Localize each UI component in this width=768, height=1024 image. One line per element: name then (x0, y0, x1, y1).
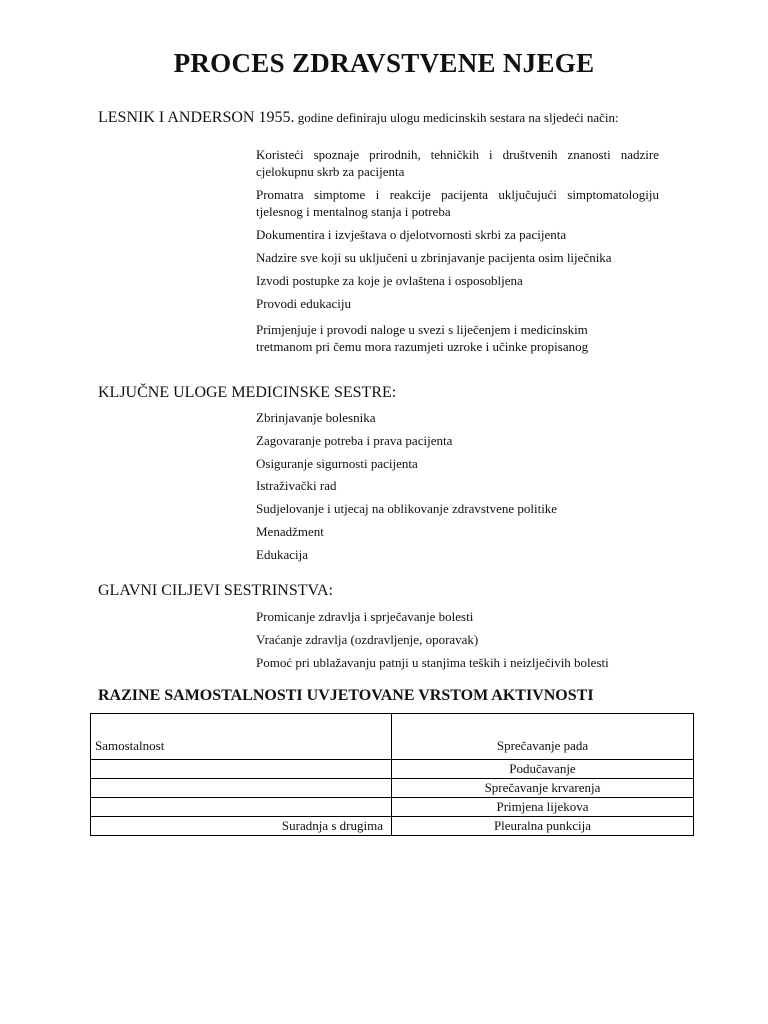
table-row (91, 714, 694, 760)
list-item: Nadzire sve koji su uključeni u zbrinjavanje pacijenta osim liječnika (256, 250, 612, 265)
section-title-autonomy-levels: RAZINE SAMOSTALNOSTI UVJETOVANE VRSTOM AKTIVNOSTI (98, 687, 594, 704)
section-title-main-goals: GLAVNI CILJEVI SESTRINSTVA: (98, 582, 333, 599)
list-item: Pomoć pri ublažavanju patnji u stanjima teških i neizlječivih bolesti (256, 654, 609, 670)
list-item: Istraživački rad (256, 478, 337, 494)
table-cell: Sprečavanje pada (392, 714, 694, 760)
table-cell: Pleuralna punkcija (392, 817, 694, 836)
table-row (91, 798, 694, 817)
list-item: Promicanje zdravlja i sprječavanje bolesti (256, 609, 474, 624)
page-title: PROCES ZDRAVSTVENE NJEGE (173, 48, 595, 78)
table-cell (91, 779, 392, 798)
main-goals-list (231, 608, 659, 676)
list-item: Koristeći spoznaje prirodnih, tehničkih i društvenih znanosti nadzire cjelokupnu skrb za pacijenta (256, 147, 659, 179)
table-cell: Sprečavanje krvarenja (392, 779, 694, 798)
list-item: Primjenjuje i provodi naloge u svezi s liječenjem i medicinskim tretmanom pri čemu mora razumjeti uzroke i učinke propisanog (256, 322, 589, 354)
list-item: Menadžment (256, 523, 324, 539)
list-item: Provodi edukaciju (256, 296, 351, 311)
list-item: Dokumentira i izvještava o djelotvornosti skrbi za pacijenta (256, 227, 567, 242)
table-cell: Podučavanje (392, 760, 694, 779)
list-item: Vraćanje zdravlja (ozdravljenje, oporavak) (256, 631, 479, 647)
table-cell: Samostalnost (91, 714, 392, 760)
list-item: Osiguranje sigurnosti pacijenta (256, 455, 418, 471)
nurse-role-definition-list (231, 146, 659, 361)
table-row (91, 779, 694, 798)
list-item: Izvodi postupke za koje je ovlaštena i osposobljena (256, 273, 523, 288)
list-item: Sudjelovanje i utjecaj na oblikovanje zdravstvene politike (256, 501, 558, 517)
table-cell: Primjena lijekova (392, 798, 694, 817)
table-cell (91, 760, 392, 779)
table-cell (91, 798, 392, 817)
table-row (91, 760, 694, 779)
table-row (91, 817, 694, 836)
autonomy-levels-table (90, 713, 694, 836)
section-title-key-roles: KLJUČNE ULOGE MEDICINSKE SESTRE: (98, 384, 397, 401)
list-item: Zbrinjavanje bolesnika (256, 410, 376, 425)
list-item: Edukacija (256, 546, 308, 562)
list-item: Zagovaranje potreba i prava pacijenta (256, 432, 453, 448)
table-cell: Suradnja s drugima (91, 817, 392, 836)
key-roles-list (231, 409, 659, 569)
intro-text: godine definiraju ulogu medicinskih sestara na sljedeći način: (294, 110, 619, 125)
intro-paragraph (98, 109, 698, 127)
list-item: Promatra simptome i reakcije pacijenta uključujući simptomatologiju tjelesnog i mentalnog stanja i potreba (256, 187, 659, 219)
intro-authors: LESNIK I ANDERSON 1955. (98, 109, 295, 126)
